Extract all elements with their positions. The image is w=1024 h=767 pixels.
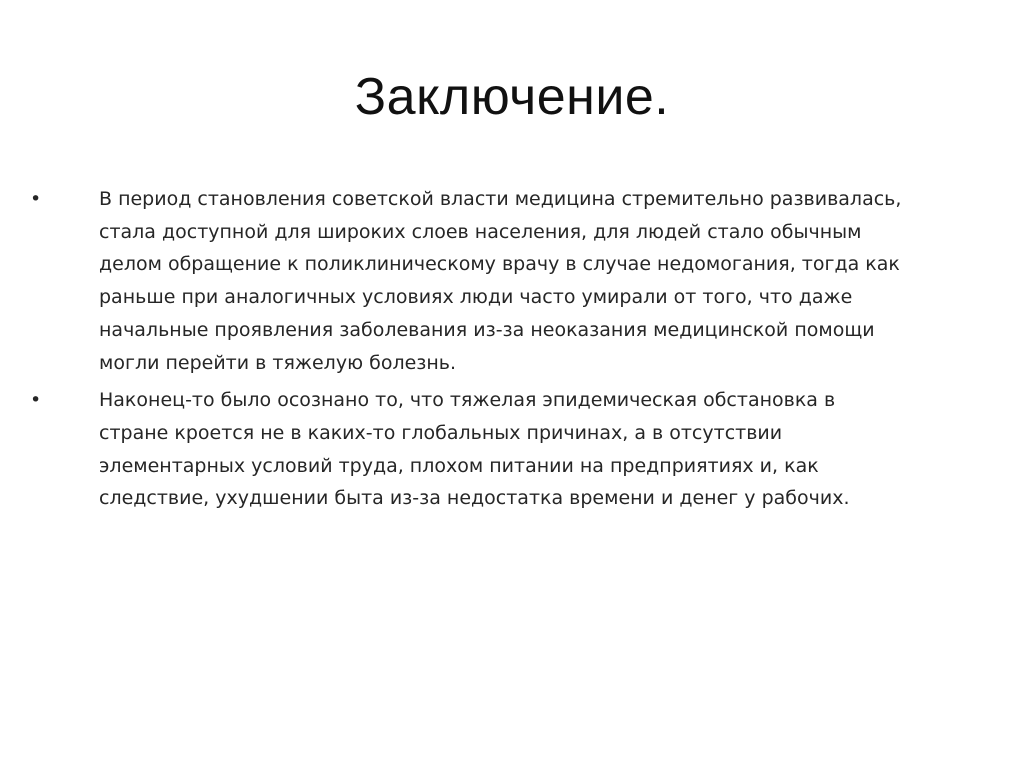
bullet-text bbox=[99, 384, 976, 515]
bullet-list bbox=[30, 183, 976, 520]
text-line: следствие, ухудшении быта из-за недостатка времени и денег у рабочих. bbox=[99, 487, 850, 510]
text-line: начальные проявления заболевания из-за неоказания медицинской помощи bbox=[99, 318, 875, 341]
text-line: могли перейти в тяжелую болезнь. bbox=[99, 351, 457, 374]
bullet-point-icon: • bbox=[30, 188, 42, 210]
text-line: стране кроется не в каких-то глобальных причинах, а в отсутствии bbox=[99, 421, 783, 444]
text-line: Наконец-то было осознано то, что тяжелая эпидемическая обстановка в bbox=[99, 389, 836, 412]
bullet-item-2 bbox=[30, 384, 976, 515]
text-line: В период становления советской власти медицина стремительно развивалась, bbox=[99, 188, 902, 210]
bullet-text bbox=[99, 183, 976, 379]
bullet-point-icon: • bbox=[30, 389, 42, 412]
text-line: элементарных условий труда, плохом питании на предприятиях и, как bbox=[99, 454, 819, 477]
text-line: раньше при аналогичных условиях люди часто умирали от того, что даже bbox=[99, 286, 853, 309]
text-line: делом обращение к поликлиническому врачу в случае недомогания, тогда как bbox=[99, 253, 900, 276]
bullet-item-1 bbox=[30, 183, 976, 379]
text-line: стала доступной для широких слоев населения, для людей стало обычным bbox=[99, 220, 862, 243]
slide-title: Заключение. bbox=[354, 68, 670, 126]
